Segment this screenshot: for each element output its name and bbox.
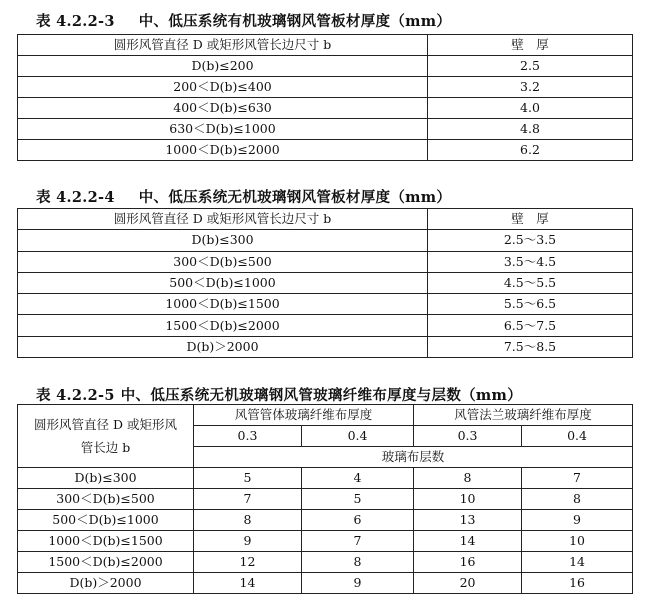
cell-value: 10 bbox=[522, 531, 633, 552]
caption-title: 中、低压系统无机玻璃钢风管玻璃纤维布厚度与层数（mm） bbox=[120, 387, 523, 404]
caption-number: 表 4.2.2-4 bbox=[36, 189, 115, 206]
cell-size: D(b)＞2000 bbox=[18, 336, 428, 357]
table-4-2-2-5 bbox=[17, 404, 633, 594]
table-row bbox=[18, 315, 633, 336]
table-row bbox=[18, 230, 633, 251]
cell-value: 16 bbox=[414, 552, 522, 573]
cell-value: 9 bbox=[522, 510, 633, 531]
table-caption-4-2-2-3 bbox=[36, 10, 451, 31]
cell-value: 12 bbox=[194, 552, 302, 573]
subheader-thickness: 0.4 bbox=[302, 426, 414, 447]
cell-value: 5 bbox=[194, 468, 302, 489]
cell-value: 16 bbox=[522, 573, 633, 594]
table-row bbox=[18, 468, 633, 489]
subheader-thickness: 0.4 bbox=[522, 426, 633, 447]
cell-thickness: 3.2 bbox=[428, 77, 633, 98]
cell-value: 8 bbox=[522, 489, 633, 510]
table-4-2-2-4 bbox=[17, 208, 633, 358]
cell-thickness: 4.5～5.5 bbox=[428, 272, 633, 293]
header-size: 圆形风管直径 D 或矩形风管长边尺寸 b bbox=[18, 209, 428, 230]
cell-value: 7 bbox=[302, 531, 414, 552]
cell-thickness: 4.8 bbox=[428, 119, 633, 140]
table-row bbox=[18, 119, 633, 140]
table-header-row bbox=[18, 405, 633, 426]
cell-size: 500＜D(b)≤1000 bbox=[18, 272, 428, 293]
cell-size: D(b)＞2000 bbox=[18, 573, 194, 594]
table-row bbox=[18, 552, 633, 573]
cell-value: 7 bbox=[194, 489, 302, 510]
cell-value: 5 bbox=[302, 489, 414, 510]
cell-size: 630＜D(b)≤1000 bbox=[18, 119, 428, 140]
cell-size: 300＜D(b)≤500 bbox=[18, 489, 194, 510]
header-thickness: 壁 厚 bbox=[428, 209, 633, 230]
caption-title: 中、低压系统无机玻璃钢风管板材厚度（mm） bbox=[138, 189, 452, 206]
cell-size: 400＜D(b)≤630 bbox=[18, 98, 428, 119]
table-row bbox=[18, 272, 633, 293]
cell-value: 14 bbox=[194, 573, 302, 594]
cell-size: 500＜D(b)≤1000 bbox=[18, 510, 194, 531]
cell-size: 1000＜D(b)≤1500 bbox=[18, 294, 428, 315]
cell-thickness: 7.5～8.5 bbox=[428, 336, 633, 357]
header-thickness: 壁 厚 bbox=[428, 35, 633, 56]
table-header-row bbox=[18, 35, 633, 56]
cell-value: 6 bbox=[302, 510, 414, 531]
cell-value: 13 bbox=[414, 510, 522, 531]
header-size: 圆形风管直径 D 或矩形风管长边 b bbox=[18, 405, 194, 468]
table-row bbox=[18, 336, 633, 357]
cell-value: 10 bbox=[414, 489, 522, 510]
cell-value: 9 bbox=[302, 573, 414, 594]
cell-thickness: 2.5～3.5 bbox=[428, 230, 633, 251]
caption-number: 表 4.2.2-3 bbox=[36, 13, 115, 30]
table-4-2-2-3 bbox=[17, 34, 633, 161]
subheader-thickness: 0.3 bbox=[194, 426, 302, 447]
table-caption-4-2-2-5 bbox=[36, 384, 522, 405]
cell-value: 7 bbox=[522, 468, 633, 489]
table-row bbox=[18, 531, 633, 552]
cell-thickness: 2.5 bbox=[428, 56, 633, 77]
cell-value: 20 bbox=[414, 573, 522, 594]
cell-value: 14 bbox=[522, 552, 633, 573]
cell-value: 8 bbox=[302, 552, 414, 573]
cell-size: 1500＜D(b)≤2000 bbox=[18, 315, 428, 336]
table-row bbox=[18, 140, 633, 161]
table-caption-4-2-2-4 bbox=[36, 186, 451, 207]
cell-thickness: 5.5～6.5 bbox=[428, 294, 633, 315]
cell-thickness: 4.0 bbox=[428, 98, 633, 119]
table-row bbox=[18, 573, 633, 594]
table-row bbox=[18, 98, 633, 119]
caption-number: 表 4.2.2-5 bbox=[36, 387, 115, 404]
cell-value: 14 bbox=[414, 531, 522, 552]
cell-thickness: 6.2 bbox=[428, 140, 633, 161]
cell-size: D(b)≤300 bbox=[18, 468, 194, 489]
cell-size: 1500＜D(b)≤2000 bbox=[18, 552, 194, 573]
table-row bbox=[18, 251, 633, 272]
cell-size: D(b)≤300 bbox=[18, 230, 428, 251]
cell-size: 1000＜D(b)≤1500 bbox=[18, 531, 194, 552]
cell-value: 8 bbox=[194, 510, 302, 531]
table-header-row bbox=[18, 209, 633, 230]
cell-size: 300＜D(b)≤500 bbox=[18, 251, 428, 272]
header-flange-cloth: 风管法兰玻璃纤维布厚度 bbox=[414, 405, 633, 426]
table-row bbox=[18, 77, 633, 98]
cell-value: 4 bbox=[302, 468, 414, 489]
cell-size: 1000＜D(b)≤2000 bbox=[18, 140, 428, 161]
table-row bbox=[18, 294, 633, 315]
header-layers: 玻璃布层数 bbox=[194, 447, 633, 468]
subheader-thickness: 0.3 bbox=[414, 426, 522, 447]
cell-value: 9 bbox=[194, 531, 302, 552]
cell-size: 200＜D(b)≤400 bbox=[18, 77, 428, 98]
caption-title: 中、低压系统有机玻璃钢风管板材厚度（mm） bbox=[138, 13, 452, 30]
cell-size: D(b)≤200 bbox=[18, 56, 428, 77]
table-row bbox=[18, 56, 633, 77]
cell-value: 8 bbox=[414, 468, 522, 489]
header-body-cloth: 风管管体玻璃纤维布厚度 bbox=[194, 405, 414, 426]
table-row bbox=[18, 510, 633, 531]
table-row bbox=[18, 489, 633, 510]
cell-thickness: 3.5～4.5 bbox=[428, 251, 633, 272]
header-size: 圆形风管直径 D 或矩形风管长边尺寸 b bbox=[18, 35, 428, 56]
cell-thickness: 6.5～7.5 bbox=[428, 315, 633, 336]
